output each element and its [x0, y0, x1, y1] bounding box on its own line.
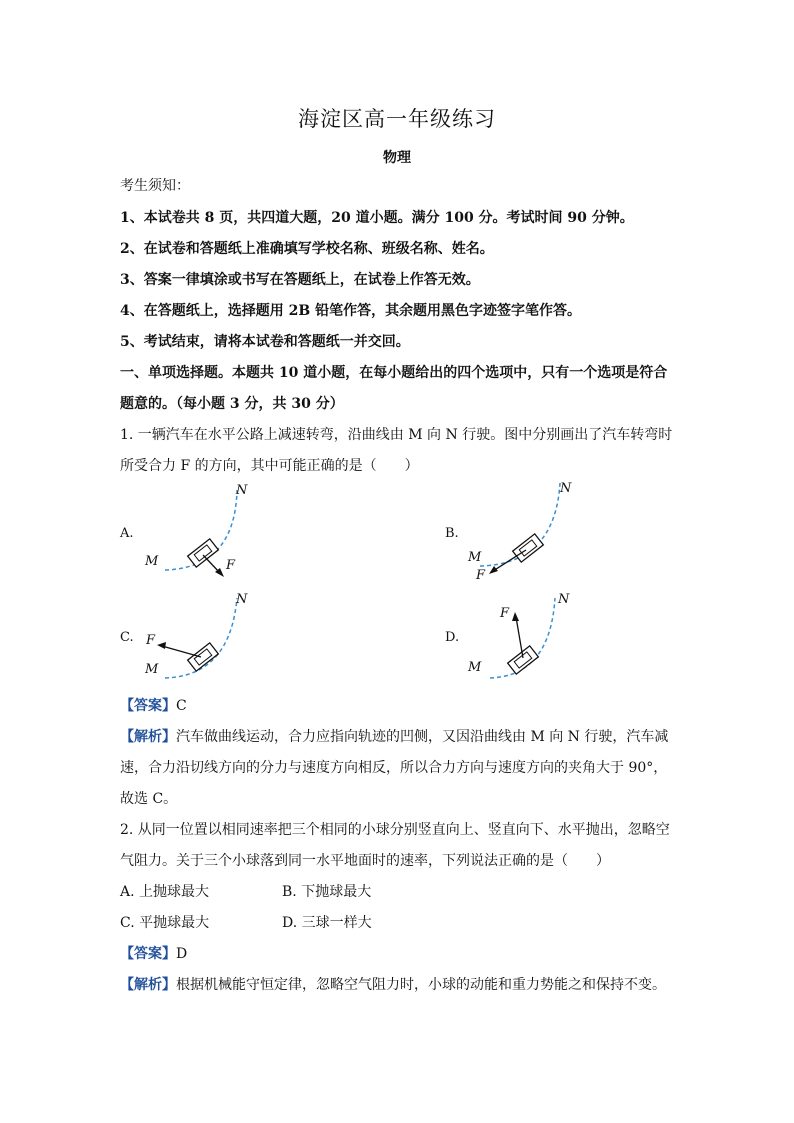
q1-b-n-label: N	[560, 481, 572, 496]
q1-a-f-label: F	[226, 558, 236, 573]
q1-option-b-label: B.	[445, 526, 459, 541]
q1-analysis-line2: 速，合力沿切线方向的分力与速度方向相反，所以合力方向与速度方向的夹角大于 90°，	[120, 760, 668, 776]
notice-heading: 考生须知：	[120, 178, 190, 194]
section1-heading-line2: 题意的。（每小题 3 分，共 30 分）	[120, 396, 344, 412]
q1-d-f-label: F	[500, 606, 510, 621]
force-arrowhead-d	[512, 612, 519, 621]
q1-b-m-label: M	[468, 550, 482, 565]
notice-item-2: 2、在试卷和答题纸上准确填写学校名称、班级名称、姓名。	[120, 241, 494, 257]
q1-answer-line	[120, 696, 187, 716]
q2-option-b: B. 下抛球最大	[282, 884, 372, 900]
subject-title: 物理	[383, 150, 411, 166]
notice-item-3: 3、答案一律填涂或书写在答题纸上，在试卷上作答无效。	[120, 272, 480, 288]
q2-stem-line2: 气阻力。关于三个小球落到同一水平地面时的速率，下列说法正确的是（ ）	[120, 853, 610, 869]
q1-a-m-label: M	[145, 554, 159, 569]
q1-analysis-text1: 汽车做曲线运动，合力应指向轨迹的凹侧，又因沿曲线由 M 向 N 行驶，汽车减	[176, 729, 669, 745]
q1-c-m-label: M	[145, 662, 159, 677]
q1-d-n-label: N	[558, 592, 570, 607]
q2-analysis-line1	[120, 975, 666, 995]
q2-option-d: D. 三球一样大	[282, 915, 372, 931]
analysis-tag: 【解析】	[120, 729, 176, 745]
q1-stem-line1: 1. 一辆汽车在水平公路上减速转弯，沿曲线由 M 向 N 行驶。图中分别画出了汽车转弯时	[120, 427, 673, 443]
notice-item-1: 1、本试卷共 8 页，共四道大题，20 道小题。满分 100 分。考试时间 90 分钟。	[120, 210, 634, 226]
notice-item-5: 5、考试结束，请将本试卷和答题纸一并交回。	[120, 334, 410, 350]
q1-option-d-label: D.	[445, 630, 460, 645]
q2-option-a: A. 上抛球最大	[120, 884, 210, 900]
section1-heading-line1: 一、单项选择题。本题共 10 道小题，在每小题给出的四个选项中，只有一个选项是符合	[120, 365, 668, 381]
q1-analysis-line1	[120, 727, 668, 747]
q1-figure-d	[460, 590, 590, 690]
q1-d-m-label: M	[468, 660, 482, 675]
q1-stem-line2: 所受合力 F 的方向，其中可能正确的是（ ）	[120, 458, 419, 474]
notice-item-4: 4、在答题纸上，选择题用 2B 铅笔作答，其余题用黑色字迹签字笔作答。	[120, 303, 582, 319]
force-arrowhead-c	[157, 642, 166, 649]
answer-tag: 【答案】	[120, 698, 176, 714]
q2-answer-line	[120, 944, 187, 964]
q2-option-c: C. 平抛球最大	[120, 915, 210, 931]
q2-stem-line1: 2. 从同一位置以相同速率把三个相同的小球分别竖直向上、竖直向下、水平抛出，忽略空	[120, 822, 670, 838]
page-title: 海淀区高一年级练习	[298, 107, 496, 131]
force-arrow-d	[516, 617, 523, 658]
q1-option-c-label: C.	[120, 630, 134, 645]
car-icon-b	[513, 534, 544, 562]
q1-c-n-label: N	[236, 592, 248, 607]
force-arrow-c	[162, 646, 201, 657]
answer-tag: 【答案】	[120, 946, 176, 962]
q2-answer: D	[176, 946, 188, 962]
q1-b-f-label: F	[476, 568, 486, 583]
force-arrowhead-b	[489, 566, 498, 574]
q1-option-a-label: A.	[120, 526, 134, 541]
q1-a-n-label: N	[236, 483, 248, 498]
q1-answer: C	[176, 698, 187, 714]
car-icon-d	[508, 646, 539, 674]
analysis-tag: 【解析】	[120, 977, 176, 993]
q2-analysis-text1: 根据机械能守恒定律，忽略空气阻力时，小球的动能和重力势能之和保持不变。	[176, 977, 666, 993]
q1-analysis-line3: 故选 C。	[120, 791, 178, 807]
q1-c-f-label: F	[146, 633, 156, 648]
car-icon-a	[188, 539, 219, 567]
car-icon-c	[188, 643, 219, 671]
